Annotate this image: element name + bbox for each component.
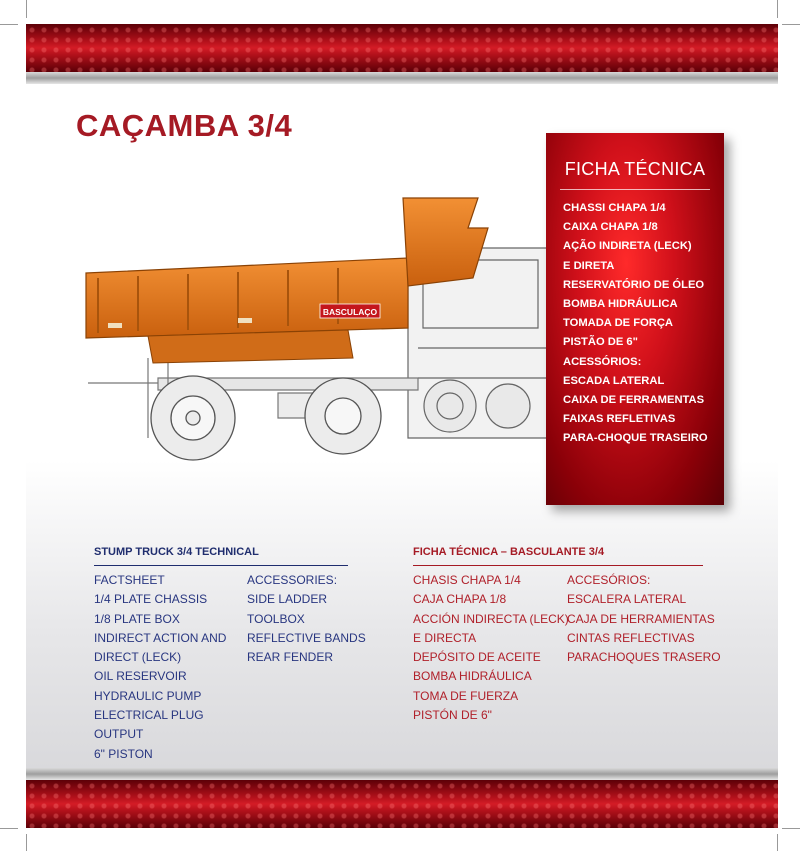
list-item: CHASSI CHAPA 1/4	[563, 202, 666, 214]
list-item: PISTÓN DE 6"	[413, 708, 492, 723]
list-item: E DIRECTA	[413, 630, 477, 645]
english-list-col1	[94, 571, 226, 764]
english-heading: STUMP TRUCK 3/4 TECHNICAL	[94, 546, 259, 558]
crop-mark	[26, 0, 27, 18]
list-item: CAJA DE HERRAMIENTAS	[567, 611, 715, 626]
list-item: TOMA DE FUERZA	[413, 688, 519, 703]
english-divider	[94, 565, 348, 566]
ficha-tecnica-panel	[546, 133, 724, 505]
list-item: CINTAS REFLECTIVAS	[567, 630, 695, 645]
list-item: PARA-CHOQUE TRASEIRO	[563, 432, 708, 445]
list-item: CHASIS CHAPA 1/4	[413, 573, 521, 587]
truck-body-label: BASCULAÇO	[322, 307, 378, 317]
list-item: ACCESSORIES:	[247, 573, 338, 587]
list-item: HYDRAULIC PUMP	[94, 688, 202, 703]
list-item: TOOLBOX	[247, 611, 305, 626]
crop-mark	[777, 0, 778, 18]
spanish-divider	[413, 565, 703, 566]
list-item: ACESSÓRIOS:	[563, 355, 642, 368]
ficha-tecnica-heading: FICHA TÉCNICA	[564, 159, 706, 179]
list-item: CAIXA CHAPA 1/8	[563, 221, 658, 234]
list-item: OUTPUT	[94, 727, 144, 742]
crop-mark	[777, 834, 778, 851]
list-item: PISTÃO DE 6"	[563, 336, 638, 349]
list-item: ACCESÓRIOS:	[567, 573, 651, 587]
list-item: CAIXA DE FERRAMENTAS	[563, 394, 705, 407]
list-item: FACTSHEET	[94, 573, 165, 587]
list-item: E DIRETA	[563, 259, 615, 272]
list-item: CAJA CHAPA 1/8	[413, 592, 507, 607]
crop-mark	[26, 834, 27, 851]
crop-mark	[782, 828, 800, 829]
list-item: ESCALERA LATERAL	[567, 592, 687, 607]
list-item: FAIXAS REFLETIVAS	[563, 413, 676, 426]
list-item: ESCADA LATERAL	[563, 374, 665, 387]
list-item: BOMBA HIDRÁULICA	[563, 298, 678, 311]
ficha-divider	[560, 189, 710, 190]
list-item: BOMBA HIDRÁULICA	[413, 669, 532, 684]
page-title: CAÇAMBA 3/4	[76, 108, 293, 143]
ficha-tecnica-list	[563, 199, 708, 449]
list-item: ELECTRICAL PLUG	[94, 708, 204, 723]
list-item: 6" PISTON	[94, 746, 153, 761]
top-red-band	[26, 24, 778, 72]
crop-mark	[782, 24, 800, 25]
list-item: ACCIÓN INDIRECTA (LECK)	[413, 611, 569, 626]
english-list-col2	[247, 571, 366, 667]
list-item: REFLECTIVE BANDS	[247, 630, 366, 645]
list-item: AÇÃO INDIRETA (LECK)	[563, 240, 692, 253]
top-silver-stripe	[26, 72, 778, 84]
list-item: REAR FENDER	[247, 650, 334, 665]
spanish-list-col2	[567, 571, 721, 667]
list-item: PARACHOQUES TRASERO	[567, 650, 721, 665]
spanish-list-col1	[413, 571, 569, 725]
list-item: DEPÓSITO DE ACEITE	[413, 650, 541, 665]
list-item: 1/4 PLATE CHASSIS	[94, 592, 208, 607]
crop-mark	[0, 24, 18, 25]
crop-mark	[0, 828, 18, 829]
list-item: SIDE LADDER	[247, 592, 328, 607]
bottom-red-band	[26, 780, 778, 828]
dump-truck-illustration	[78, 178, 548, 488]
list-item: TOMADA DE FORÇA	[563, 317, 674, 330]
list-item: RESERVATÓRIO DE ÓLEO	[563, 278, 705, 291]
list-item: INDIRECT ACTION AND	[94, 630, 227, 645]
list-item: OIL RESERVOIR	[94, 669, 187, 684]
bottom-silver-stripe	[26, 768, 778, 780]
list-item: DIRECT (LECK)	[94, 650, 182, 665]
spanish-heading: FICHA TÉCNICA – BASCULANTE 3/4	[413, 546, 605, 558]
list-item: 1/8 PLATE BOX	[94, 611, 180, 626]
